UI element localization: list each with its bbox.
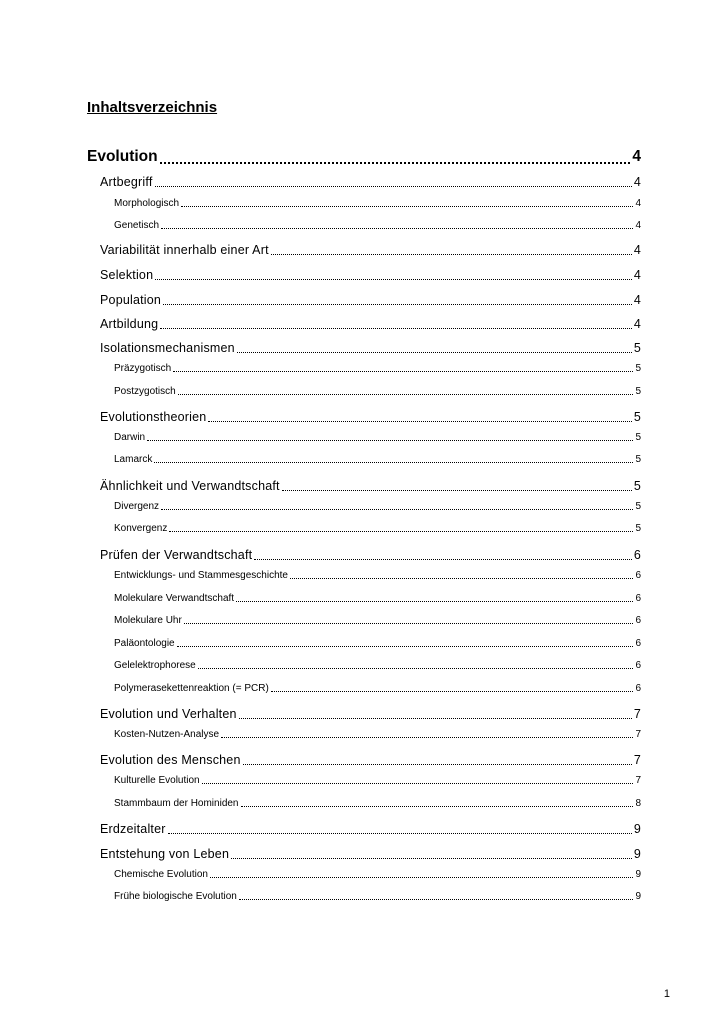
toc-entry-level-2[interactable] xyxy=(100,339,641,357)
dot-leader xyxy=(173,371,633,372)
toc-entry-title: Evolution xyxy=(87,148,158,165)
dot-leader xyxy=(198,668,634,669)
toc-entry-level-3[interactable] xyxy=(114,868,641,882)
toc-entry-title: Artbegriff xyxy=(100,175,153,189)
toc-entry-title: Entwicklungs- und Stammesgeschichte xyxy=(114,570,288,581)
toc-entry-title: Lamarck xyxy=(114,454,153,465)
toc-entry-title: Artbildung xyxy=(100,317,159,331)
toc-entry-level-2[interactable] xyxy=(100,751,641,769)
toc-entry-level-2[interactable] xyxy=(100,291,641,309)
toc-entry-page: 9 xyxy=(635,869,641,880)
dot-leader xyxy=(163,304,632,305)
toc-entry-title: Variabilität innerhalb einer Art xyxy=(100,243,269,257)
toc-entry-level-2[interactable] xyxy=(100,477,641,495)
toc-entry-title: Präzygotisch xyxy=(114,363,172,374)
toc-entry-title: Chemische Evolution xyxy=(114,869,208,880)
toc-entry-level-3[interactable] xyxy=(114,659,641,673)
toc-entry-title: Molekulare Verwandtschaft xyxy=(114,593,235,604)
toc-entry-level-2[interactable] xyxy=(100,820,641,838)
toc-entry-page: 6 xyxy=(635,593,641,604)
toc-entry-level-2[interactable] xyxy=(100,408,641,426)
dot-leader xyxy=(202,783,634,784)
toc-entry-page: 5 xyxy=(635,363,641,374)
toc-entry-title: Entstehung von Leben xyxy=(100,847,230,861)
toc-entry-title: Polymerasekettenreaktion (= PCR) xyxy=(114,683,269,694)
dot-leader xyxy=(168,833,632,834)
toc-entry-level-2[interactable] xyxy=(100,315,641,333)
toc-entry-page: 6 xyxy=(633,548,641,562)
dot-leader xyxy=(221,737,633,738)
dot-leader xyxy=(181,206,633,207)
toc-entry-title: Population xyxy=(100,293,162,307)
toc-entry-level-2[interactable] xyxy=(100,705,641,723)
dot-leader xyxy=(184,623,634,624)
toc-entry-title: Kulturelle Evolution xyxy=(114,775,200,786)
toc-entry-title: Evolutionstheorien xyxy=(100,410,207,424)
toc-entry-level-3[interactable] xyxy=(114,197,641,211)
toc-entry-page: 4 xyxy=(632,148,641,165)
toc-entry-level-2[interactable] xyxy=(100,266,641,284)
dot-leader xyxy=(210,877,634,878)
dot-leader xyxy=(236,601,633,602)
toc-entry-level-2[interactable] xyxy=(100,546,641,564)
toc-entry-page: 6 xyxy=(635,660,641,671)
toc-entry-page: 9 xyxy=(633,822,641,836)
toc-entry-level-3[interactable] xyxy=(114,522,641,536)
toc-entry-title: Prüfen der Verwandtschaft xyxy=(100,548,253,562)
dot-leader xyxy=(147,440,633,441)
toc-entry-level-3[interactable] xyxy=(114,637,641,651)
dot-leader xyxy=(290,578,633,579)
dot-leader xyxy=(271,691,634,692)
toc-entry-level-2[interactable] xyxy=(100,845,641,863)
toc-entry-title: Evolution und Verhalten xyxy=(100,707,237,721)
toc-entry-page: 6 xyxy=(635,615,641,626)
toc-entry-title: Evolution des Menschen xyxy=(100,753,241,767)
toc-entry-level-3[interactable] xyxy=(114,362,641,376)
toc-entry-level-3[interactable] xyxy=(114,890,641,904)
toc-entry-page: 5 xyxy=(635,523,641,534)
toc-entry-title: Frühe biologische Evolution xyxy=(114,891,237,902)
toc-entry-title: Postzygotisch xyxy=(114,386,176,397)
toc-entry-level-3[interactable] xyxy=(114,219,641,233)
dot-leader xyxy=(208,421,631,422)
dot-leader xyxy=(231,858,632,859)
toc-entry-title: Genetisch xyxy=(114,220,160,231)
toc-entry-page: 5 xyxy=(635,386,641,397)
toc-entry-page: 4 xyxy=(633,317,641,331)
toc-entry-page: 5 xyxy=(635,501,641,512)
dot-leader xyxy=(237,352,632,353)
page-number: 1 xyxy=(663,988,670,1000)
toc-entry-level-3[interactable] xyxy=(114,453,641,467)
dot-leader xyxy=(155,279,632,280)
toc-entry-page: 5 xyxy=(633,410,641,424)
dot-leader xyxy=(154,462,633,463)
toc-entry-page: 4 xyxy=(633,175,641,189)
toc-entry-page: 8 xyxy=(635,798,641,809)
toc-entry-page: 9 xyxy=(633,847,641,861)
toc-entry-title: Paläontologie xyxy=(114,638,175,649)
toc-entry-level-1[interactable] xyxy=(87,146,641,168)
toc-entry-title: Kosten-Nutzen-Analyse xyxy=(114,729,220,740)
toc-entry-title: Gelelektrophorese xyxy=(114,660,196,671)
dot-leader xyxy=(282,490,632,491)
dot-leader xyxy=(161,509,633,510)
toc-entry-title: Divergenz xyxy=(114,501,160,512)
toc-entry-page: 6 xyxy=(635,683,641,694)
toc-entry-level-2[interactable] xyxy=(100,241,641,259)
dot-leader xyxy=(239,718,632,719)
dot-leader xyxy=(178,394,634,395)
toc-entry-level-3[interactable] xyxy=(114,728,641,742)
toc-entry-page: 6 xyxy=(635,638,641,649)
toc-entry-level-3[interactable] xyxy=(114,774,641,788)
toc-entry-title: Konvergenz xyxy=(114,523,168,534)
toc-entry-level-3[interactable] xyxy=(114,500,641,514)
dot-leader xyxy=(177,646,634,647)
toc-entry-level-3[interactable] xyxy=(114,592,641,606)
toc-entry-title: Erdzeitalter xyxy=(100,822,166,836)
toc-entry-title: Darwin xyxy=(114,432,146,443)
toc-entry-page: 4 xyxy=(633,293,641,307)
toc-entry-title: Isolationsmechanismen xyxy=(100,341,235,355)
toc-entry-page: 7 xyxy=(635,775,641,786)
dot-leader xyxy=(155,186,632,187)
toc-entry-page: 4 xyxy=(635,220,641,231)
toc-entry-level-3[interactable] xyxy=(114,385,641,399)
dot-leader xyxy=(243,764,632,765)
toc-entry-level-3[interactable] xyxy=(114,682,641,696)
dot-leader xyxy=(241,806,634,807)
toc-entry-page: 5 xyxy=(633,479,641,493)
toc-heading: Inhaltsverzeichnis xyxy=(87,99,218,116)
dot-leader xyxy=(161,228,633,229)
toc-entry-page: 5 xyxy=(635,432,641,443)
toc-entry-page: 7 xyxy=(633,707,641,721)
toc-entry-title: Ähnlichkeit und Verwandtschaft xyxy=(100,479,280,493)
toc-entry-level-2[interactable] xyxy=(100,173,641,191)
toc-entry-page: 4 xyxy=(633,268,641,282)
toc-entry-page: 9 xyxy=(635,891,641,902)
toc-entry-page: 4 xyxy=(635,198,641,209)
toc-entry-page: 4 xyxy=(633,243,641,257)
toc-entry-level-3[interactable] xyxy=(114,431,641,445)
dot-leader xyxy=(169,531,633,532)
dot-leader xyxy=(160,162,631,164)
toc-entry-page: 5 xyxy=(635,454,641,465)
toc-entry-title: Selektion xyxy=(100,268,154,282)
toc-entry-page: 6 xyxy=(635,570,641,581)
toc-entry-page: 5 xyxy=(633,341,641,355)
toc-entry-title: Morphologisch xyxy=(114,198,180,209)
toc-entry-level-3[interactable] xyxy=(114,569,641,583)
toc-entry-title: Stammbaum der Hominiden xyxy=(114,798,239,809)
toc-entry-title: Molekulare Uhr xyxy=(114,615,182,626)
toc-entry-level-3[interactable] xyxy=(114,797,641,811)
dot-leader xyxy=(254,559,632,560)
toc-entry-page: 7 xyxy=(633,753,641,767)
dot-leader xyxy=(271,254,632,255)
toc-entry-page: 7 xyxy=(635,729,641,740)
dot-leader xyxy=(160,328,632,329)
toc-entry-level-3[interactable] xyxy=(114,614,641,628)
dot-leader xyxy=(239,899,634,900)
